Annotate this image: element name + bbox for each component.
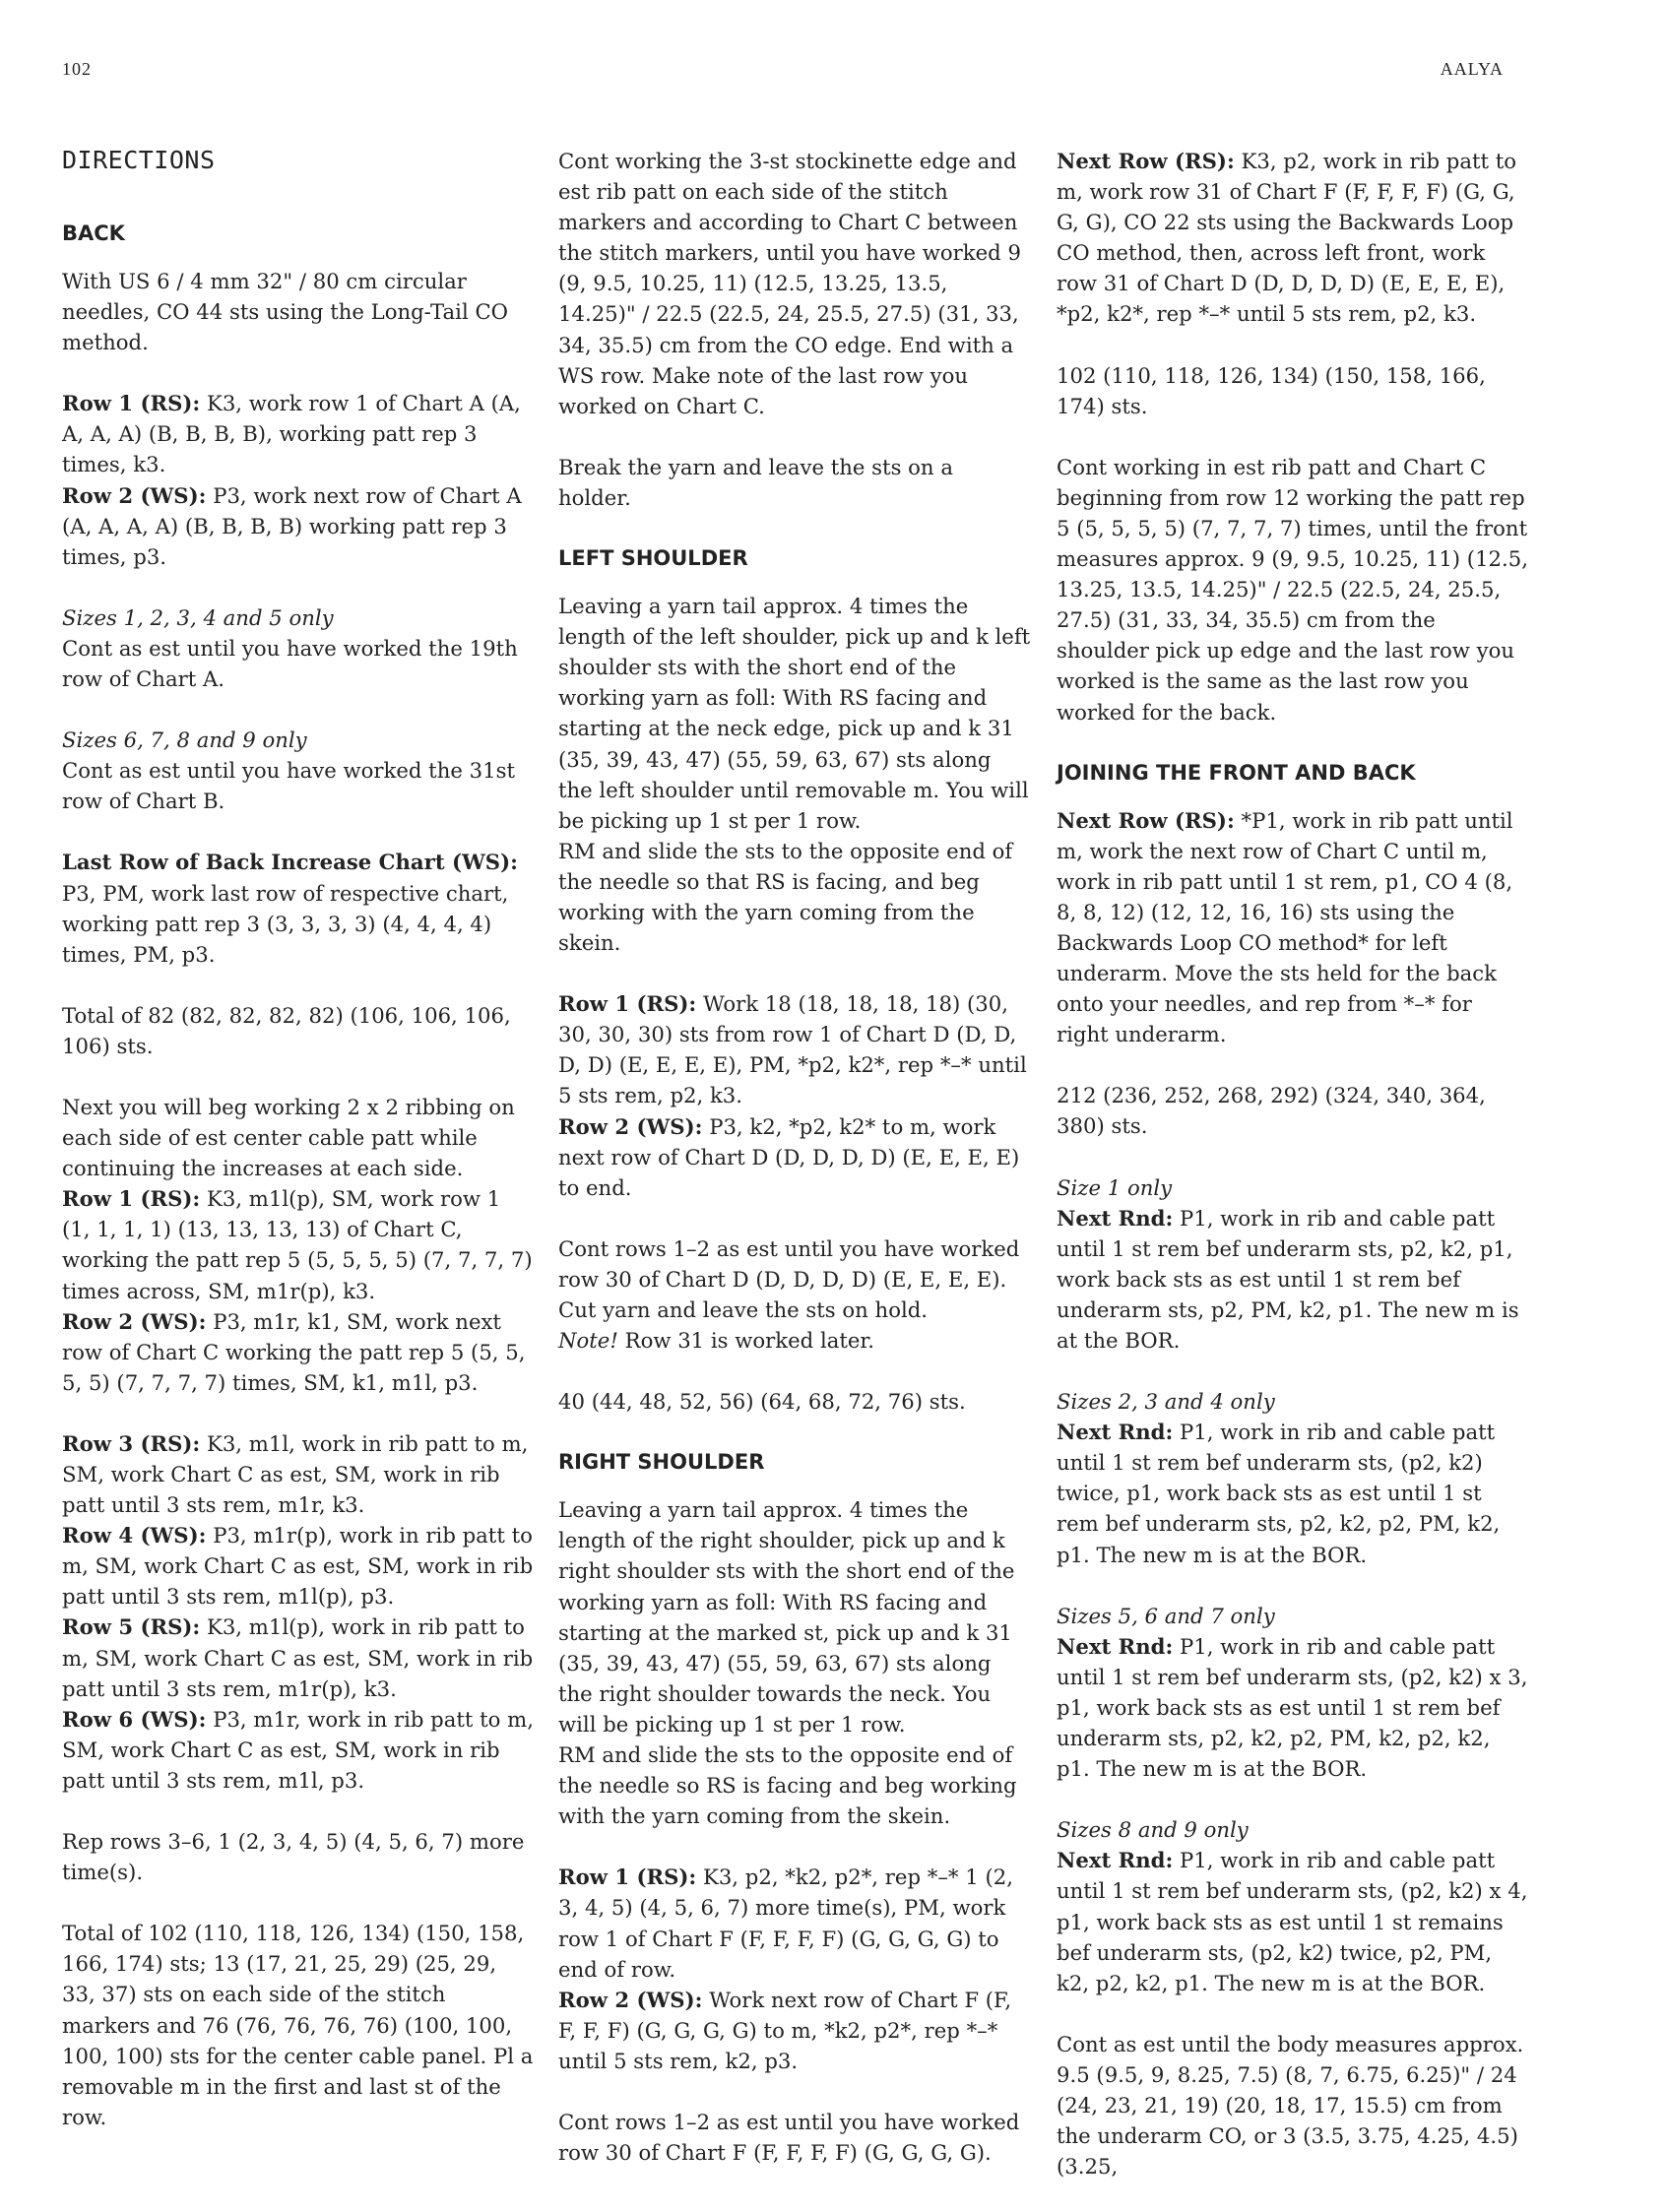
row-text: K3, m1l(p), work in rib patt to m, SM, work Chart C as est, SM, work in rib patt until 3 sts rem, m1r(p), k3. — [62, 1614, 534, 1701]
repeat-instruction: Rep rows 3–6, 1 (2, 3, 4, 5) (4, 5, 6, 7) more time(s). — [62, 1829, 525, 1885]
row-label: Row 1 (RS): — [62, 391, 201, 416]
size-label: Sizes 2, 3 and 4 only — [1057, 1389, 1275, 1415]
row-text: Work 18 (18, 18, 18, 18) (30, 30, 30, 30) sts from row 1 of Chart D (D, D, D, D) (E, E, E, E), PM, *p2, k2*, rep *–* until 5 sts rem, p2, k3. — [558, 991, 1027, 1108]
row-text: K3, work row 1 of Chart A (A, A, A, A) (B, B, B, B), working patt rep 3 times, k3. — [62, 391, 521, 477]
break-yarn: Break the yarn and leave the sts on a holder. — [558, 454, 953, 510]
rib-row-2 — [62, 1306, 535, 1398]
rib-row-1 — [62, 1183, 535, 1305]
next-row-instruction — [1057, 146, 1529, 330]
size-label: Sizes 1, 2, 3, 4 and 5 only — [62, 604, 334, 630]
row-text: K3, m1l(p), SM, work row 1 (1, 1, 1, 1) (13, 13, 13, 13) of Chart C, working the patt rep 5 (5, 5, 5, 5) (7, 7, 7, 7) times across, SM, m1r(p), k3. — [62, 1186, 533, 1303]
row-text: P3, m1r, k1, SM, work next row of Chart C working the patt rep 5 (5, 5, 5, 5) (7, 7, 7, 7) times, SM, k1, m1l, p3. — [62, 1308, 526, 1395]
stitch-total: Total of 82 (82, 82, 82, 82) (106, 106, 106, 106) sts. — [62, 1002, 511, 1058]
row-2-instruction — [62, 480, 535, 572]
note-label: Note! — [558, 1328, 618, 1354]
row-label: Row 5 (RS): — [62, 1614, 201, 1640]
column-1 — [62, 146, 535, 2163]
rib-row-5 — [62, 1612, 535, 1703]
size-text: Cont as est until you have worked the 19th row of Chart A. — [62, 635, 518, 692]
row-text: P3, work next row of Chart A (A, A, A, A) (B, B, B, B) working patt rep 3 times, p3. — [62, 482, 522, 569]
rnd-text: P1, work in rib and cable patt until 1 st rem bef underarm sts, (p2, k2) x 4, p1, work back sts as est until 1 st remains bef underarm sts, (p2, k2) twice, p2, PM, k2, p2, k2, p1. The new m is at the BOR. — [1057, 1848, 1528, 1995]
row-text: P3, PM, work last row of respective chart, working patt rep 3 (3, 3, 3, 3) (4, 4, 4, 4) times, PM, p3. — [62, 880, 509, 967]
size-1-block — [1057, 1172, 1529, 1357]
row-label: Next Row (RS): — [1057, 807, 1235, 833]
joining-heading: JOINING THE FRONT AND BACK — [1057, 760, 1416, 785]
right-shoulder-rm: RM and slide the sts to the opposite end of the needle so RS is facing and beg working with the yarn coming from the skein. — [558, 1742, 1017, 1829]
right-row-1 — [558, 1862, 1031, 1984]
stitch-total: 40 (44, 48, 52, 56) (64, 68, 72, 76) sts. — [558, 1389, 966, 1415]
row-text: K3, m1l, work in rib patt to m, SM, work Chart C as est, SM, work in rib patt until 3 sts rem, m1r, k3. — [62, 1430, 529, 1518]
rnd-text: P1, work in rib and cable patt until 1 st rem bef underarm sts, (p2, k2) twice, p1, work back sts as est until 1 st rem bef underarm sts, p2, k2, p2, PM, k2, p1. The new m is at the BOR. — [1057, 1420, 1501, 1567]
row-label: Row 2 (WS): — [558, 1987, 703, 2012]
left-note — [558, 1325, 1031, 1356]
note-text: Row 31 is worked later. — [617, 1328, 874, 1354]
size-label: Sizes 5, 6 and 7 only — [1057, 1603, 1275, 1628]
row-text: K3, p2, *k2, p2*, rep *–* 1 (2, 3, 4, 5) (4, 5, 6, 7) more time(s), PM, work row 1 of Chart F (F, F, F, F) (G, G, G, G) to end of row. — [558, 1864, 1013, 1982]
right-shoulder-pickup: Leaving a yarn tail approx. 4 times the length of the right shoulder, pick up and k right shoulder sts with the short end of the working yarn as foll: With RS facing and starting at the marked st, pick up and k 31 (35, 39, 43, 47) (55, 59, 63, 67) sts along the right shoulder towards the neck. You will be picking up 1 st per 1 row. — [558, 1497, 1015, 1737]
row-label: Row 2 (WS): — [558, 1113, 703, 1139]
size-label: Size 1 only — [1057, 1174, 1173, 1200]
row-text: *P1, work in rib patt until m, work the next row of Chart C until m, work in rib patt until 1 st rem, p1, CO 4 (8, 8, 8, 12) (12, 12, 16, 16) sts using the Backwards Loop CO method* for left underarm. Move the sts held for the back onto your needles, and rep from *–* for right underarm. — [1057, 807, 1513, 1047]
column-3 — [1057, 146, 1529, 2212]
left-row-1 — [558, 988, 1031, 1110]
row-label: Row 3 (RS): — [62, 1430, 201, 1456]
left-continue: Cont rows 1–2 as est until you have worked row 30 of Chart D (D, D, D, D) (E, E, E, E). — [558, 1235, 1020, 1292]
left-shoulder-rm: RM and slide the sts to the opposite end of the needle so that RS is facing, and beg working with the yarn coming from the skein. — [558, 838, 1013, 956]
rib-row-3 — [62, 1428, 535, 1520]
rnd-label: Next Rnd: — [1057, 1420, 1174, 1445]
sizes-2-4-block — [1057, 1386, 1529, 1570]
row-label: Next Row (RS): — [1057, 149, 1235, 173]
rnd-label: Next Rnd: — [1057, 1205, 1174, 1231]
front-continue: Cont working in est rib patt and Chart C beginning from row 12 working the patt rep 5 (5, 5, 5, 5) (7, 7, 7, 7) times, until the front measures approx. 9 (9, 9.5, 10.25, 11) (12.5, 13.25, 13.5, 14.25)" / 22.5 (22.5, 24, 25.5, 27.5) (31, 33, 34, 35.5) cm from the shoulder pick up edge and the last row you worked is the same as the last row you worked for the back. — [1057, 454, 1528, 725]
right-shoulder-heading: RIGHT SHOULDER — [558, 1450, 765, 1475]
row-text: Work next row of Chart F (F, F, F, F) (G, G, G, G) to m, *k2, p2*, rep *–* until 5 sts rem, k2, p3. — [558, 1987, 1012, 2073]
row-label: Row 6 (WS): — [62, 1706, 207, 1732]
row-label: Last Row of Back Increase Chart (WS): — [62, 850, 518, 875]
sizes-1-5-block — [62, 602, 535, 694]
page-number: 102 — [62, 59, 92, 79]
row-text: P3, m1r(p), work in rib patt to m, SM, work Chart C as est, SM, work in rib patt until 3 sts rem, m1l(p), p3. — [62, 1523, 534, 1610]
row-1-instruction — [62, 388, 535, 479]
running-title: AALYA — [1440, 59, 1504, 79]
size-label: Sizes 6, 7, 8 and 9 only — [62, 727, 307, 753]
directions-title: DIRECTIONS — [62, 146, 216, 174]
rnd-text: P1, work in rib and cable patt until 1 st rem bef underarm sts, p2, k2, p1, work back sts as est until 1 st rem bef underarm sts, p2, PM, k2, p1. The new m is at the BOR. — [1057, 1205, 1519, 1353]
body-continue: Cont as est until the body measures approx. 9.5 (9.5, 9, 8.25, 7.5) (8, 7, 6.75, 6.25)" / 24 (24, 23, 21, 19) (20, 18, 17, 15.5) cm from the underarm CO, or 3 (3.5, 3.75, 4.25, 4.5) (3.25, — [1057, 2031, 1524, 2180]
left-shoulder-pickup: Leaving a yarn tail approx. 4 times the length of the left shoulder, pick up and k left shoulder sts with the short end of the working yarn as foll: With RS facing and starting at the neck edge, pick up and k 31 (35, 39, 43, 47) (55, 59, 63, 67) sts along the left shoulder until removable m. You will be picking up 1 st per 1 row. — [558, 594, 1031, 833]
cast-on-paragraph: With US 6 / 4 mm 32" / 80 cm circular needles, CO 44 sts using the Long-Tail CO method. — [62, 269, 509, 355]
right-continue: Cont rows 1–2 as est until you have worked row 30 of Chart F (F, F, F, F) (G, G, G, G). — [558, 2109, 1020, 2166]
rnd-text: P1, work in rib and cable patt until 1 st rem bef underarm sts, (p2, k2) x 3, p1, work back sts as est until 1 st rem bef underarm sts, p2, k2, p2, PM, k2, p2, k2, p1. The new m is at the BOR. — [1057, 1633, 1528, 1782]
left-shoulder-heading: LEFT SHOULDER — [558, 546, 748, 571]
row-text: P3, k2, *p2, k2* to m, work next row of Chart D (D, D, D, D) (E, E, E, E) to end. — [558, 1113, 1020, 1200]
stitch-total: 102 (110, 118, 126, 134) (150, 158, 166, 174) sts. — [1057, 362, 1486, 418]
last-row-instruction — [62, 847, 535, 969]
right-row-2 — [558, 1985, 1031, 2076]
rnd-label: Next Rnd: — [1057, 1633, 1174, 1659]
row-label: Row 1 (RS): — [62, 1186, 201, 1212]
row-text: P3, m1r, work in rib patt to m, SM, work Chart C as est, SM, work in rib patt until 3 sts rem, m1l, p3. — [62, 1706, 534, 1793]
rib-row-4 — [62, 1520, 535, 1612]
stitch-total: 212 (236, 252, 268, 292) (324, 340, 364, 380) sts. — [1057, 1083, 1486, 1139]
rnd-label: Next Rnd: — [1057, 1848, 1174, 1873]
continue-paragraph: Cont working the 3-st stockinette edge and est rib patt on each side of the stitch markers and according to Chart C between the stitch markers, until you have worked 9 (9, 9.5, 10.25, 11) (12.5, 13.25, 13.5, 14.25)" / 22.5 (22.5, 24, 25.5, 27.5) (31, 33, 34, 35.5) cm from the CO edge. End with a WS row. Make note of the last row you worked on Chart C. — [558, 149, 1021, 418]
joining-row — [1057, 805, 1529, 1050]
row-label: Row 4 (WS): — [62, 1523, 207, 1548]
row-label: Row 2 (WS): — [62, 1308, 207, 1334]
sizes-5-7-block — [1057, 1601, 1529, 1785]
row-label: Row 1 (RS): — [558, 1864, 697, 1890]
back-heading: BACK — [62, 221, 125, 245]
stitch-total: Total of 102 (110, 118, 126, 134) (150, 158, 166, 174) sts; 13 (17, 21, 25, 29) (25, 29, 33, 37) sts on each side of the stitch markers and 76 (76, 76, 76, 76) (100, 100, 100, 100) sts for the center cable panel. Pl a removable m in the first and last st of the row. — [62, 1921, 534, 2129]
left-cut: Cut yarn and leave the sts on hold. — [558, 1297, 929, 1322]
size-label: Sizes 8 and 9 only — [1057, 1817, 1249, 1843]
sizes-8-9-block — [1057, 1814, 1529, 1998]
sizes-6-9-block — [62, 725, 535, 816]
ribbing-intro: Next you will beg working 2 x 2 ribbing on each side of est center cable patt while continuing the increases at each side. — [62, 1094, 515, 1181]
row-text: K3, p2, work in rib patt to m, work row 31 of Chart F (F, F, F, F) (G, G, G, G), CO 22 sts using the Backwards Loop CO method, then, across left front, work row 31 of Chart D (D, D, D, D) (E, E, E, E), *p2, k2*, rep *–* until 5 sts rem, p2, k3. — [1057, 149, 1516, 327]
column-2 — [558, 146, 1031, 2198]
left-row-2 — [558, 1111, 1031, 1203]
size-text: Cont as est until you have worked the 31st row of Chart B. — [62, 758, 515, 814]
row-label: Row 1 (RS): — [558, 991, 697, 1017]
rib-row-6 — [62, 1704, 535, 1796]
row-label: Row 2 (WS): — [62, 482, 207, 508]
